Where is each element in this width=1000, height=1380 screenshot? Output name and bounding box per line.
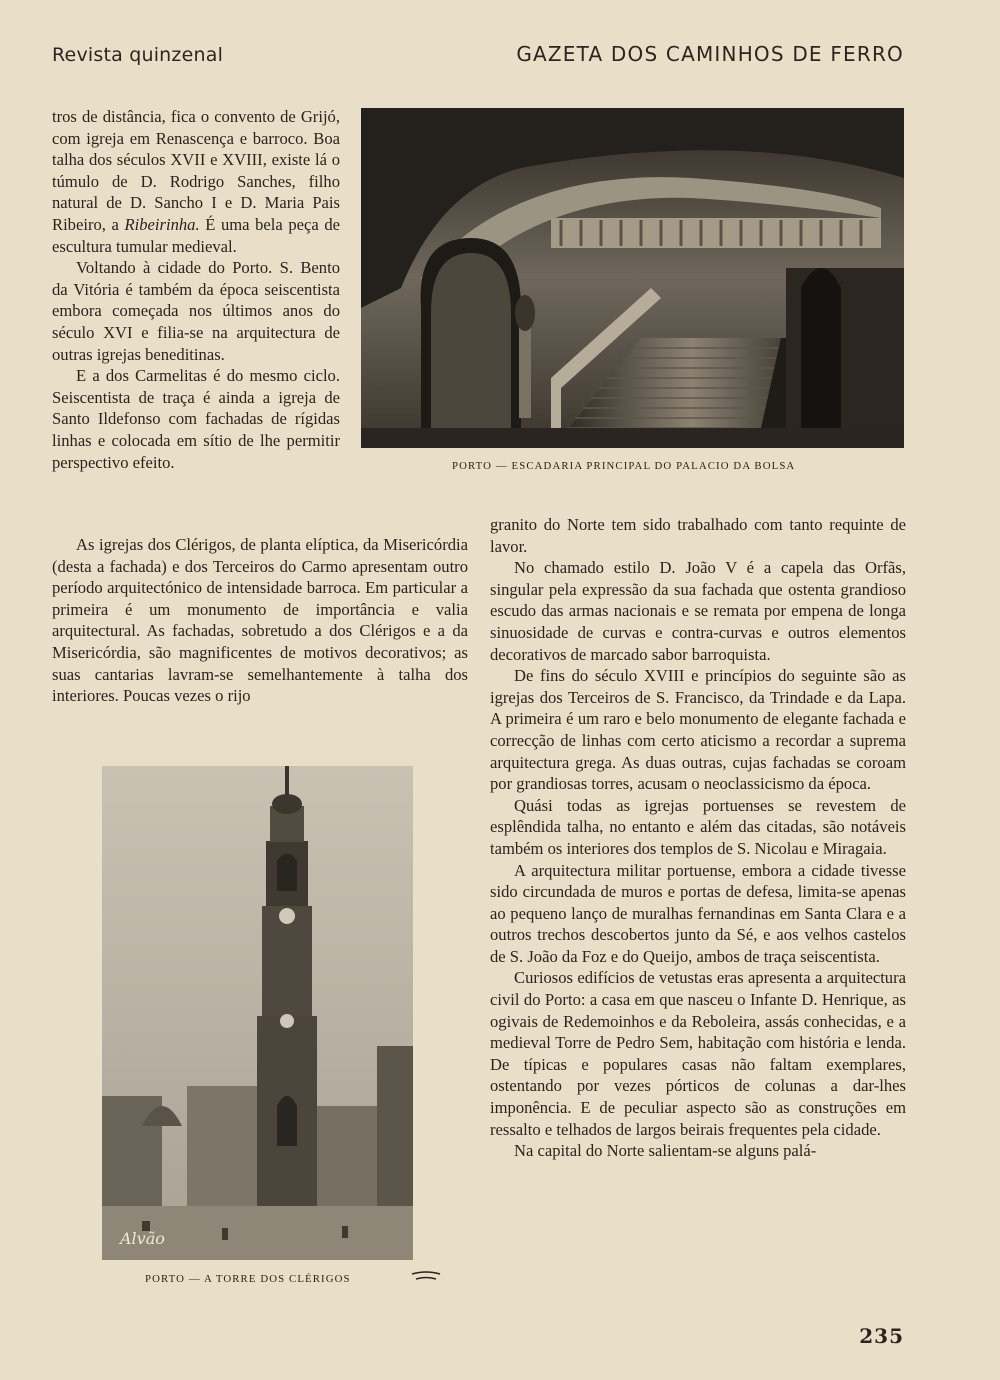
- paragraph: E a dos Carmelitas é do mesmo ciclo. Seiscentista de traça é ainda a igreja de Santo Ildefonso com fachadas de rígidas linhas e colocada em sítio de lhe permitir perspectivo efeito.: [52, 366, 340, 472]
- page-number: 235: [859, 1324, 904, 1348]
- header-left: Revista quinzenal: [52, 44, 224, 66]
- header-right: GAZETA DOS CAMINHOS DE FERRO: [516, 42, 904, 66]
- paragraph: Curiosos edifícios de vetustas eras apresenta a arquitectura civil do Porto: a casa em que nasceu o Infante D. Henrique, as ogivais de Redemoinhos e da Reboleira, assás conhecidas, e a medieval Torre de Pedro Sem, habitação com história e lenda. De típicas e populares casas não faltam exemplares, ostentando por vezes pórticos de colunas a dar-lhes imponência. E de peculiar aspecto são as construções em ressalto e telhados de largos beirais frequentes pela cidade.: [490, 968, 906, 1139]
- text-run: É uma bela peça de escultura tumular medieval.: [52, 214, 340, 256]
- staircase-illustration: [361, 108, 904, 448]
- text-run: tros de distância, fica o convento de Grijó, com igreja em Renascença e barroco. Boa talha dos séculos XVII e XVIII, existe lá o túmulo de D. Rodrigo Sanches, filho natural de D. Sancho I e D. Maria Pais Ribeiro, a: [52, 107, 340, 234]
- photographer-signature: Alvão: [120, 1229, 165, 1248]
- tower-photo: [102, 766, 413, 1260]
- staircase-photo: [361, 108, 904, 448]
- paragraph: As igrejas dos Clérigos, de planta elíptica, da Misericórdia (desta a fachada) e dos Terceiros do Carmo apresentam outro período arquitectónico de intensidade barroca. Em particular a primeira é um monumento de importância e valia arquitectural. As fachadas, sobretudo a dos Clérigos e a da Misericórdia, são magnificentes de motivos decorativos; as suas cantarias lavram-se semelhantemente à talha dos interiores. Poucas vezes o rijo: [52, 535, 468, 706]
- paragraph: [52, 106, 340, 257]
- column1-top-text: [52, 106, 340, 473]
- paragraph: granito do Norte tem sido trabalhado com tanto requinte de lavor.: [490, 515, 906, 556]
- paragraph: De fins do século XVIII e princípios do seguinte são as igrejas dos Terceiros de S. Francisco, da Trindade e da Lapa. A primeira é um raro e belo monumento de elegante fachada e correcção de linhas com certo aticismo a recordar a suprema arquitectura grega. As duas outras, cujas fachadas se coroam por grandiosas torres, acusam o neoclassicismo da época.: [490, 666, 906, 794]
- column2-text: [490, 514, 906, 1162]
- column1-wide-text: [52, 534, 468, 707]
- tower-illustration: [102, 766, 413, 1260]
- paragraph: Voltando à cidade do Porto. S. Bento da Vitória é também da época seiscentista embora começada nos últimos anos do século XVI e filia-se na arquitectura de outras igrejas beneditinas.: [52, 258, 340, 364]
- paragraph: Quási todas as igrejas portuenses se revestem de esplêndida talha, no entanto e além das citadas, são notáveis também os interiores dos templos de S. Nicolau e Miragaia.: [490, 795, 906, 858]
- italic-text: Ribeirinha.: [124, 214, 200, 234]
- paragraph: No chamado estilo D. João V é a capela das Orfãs, singular pela expressão da sua fachada que ostenta grandioso escudo das armas nacionais e se remata por empena de longa sinuosidade de curvas e contra-curvas e outros elementos decorativos de marcado sabor barroquista.: [490, 558, 906, 664]
- paragraph: Na capital do Norte salientam-se alguns palá-: [514, 1141, 817, 1161]
- photo1-caption: PORTO — ESCADARIA PRINCIPAL DO PALACIO DA BOLSA: [452, 460, 796, 472]
- photo2-caption: PORTO — A TORRE DOS CLÉRIGOS: [145, 1273, 351, 1285]
- ornament-icon: [410, 1270, 442, 1284]
- paragraph: A arquitectura militar portuense, embora a cidade tivesse sido circundada de muros e portas de defesa, limita-se apenas ao pequeno lanço de muralhas fernandinas em Santa Clara e a outros trechos descobertos junto da Sé, e aos velhos castelos de S. João da Foz e do Queijo, ambos de traça seiscentista.: [490, 860, 906, 966]
